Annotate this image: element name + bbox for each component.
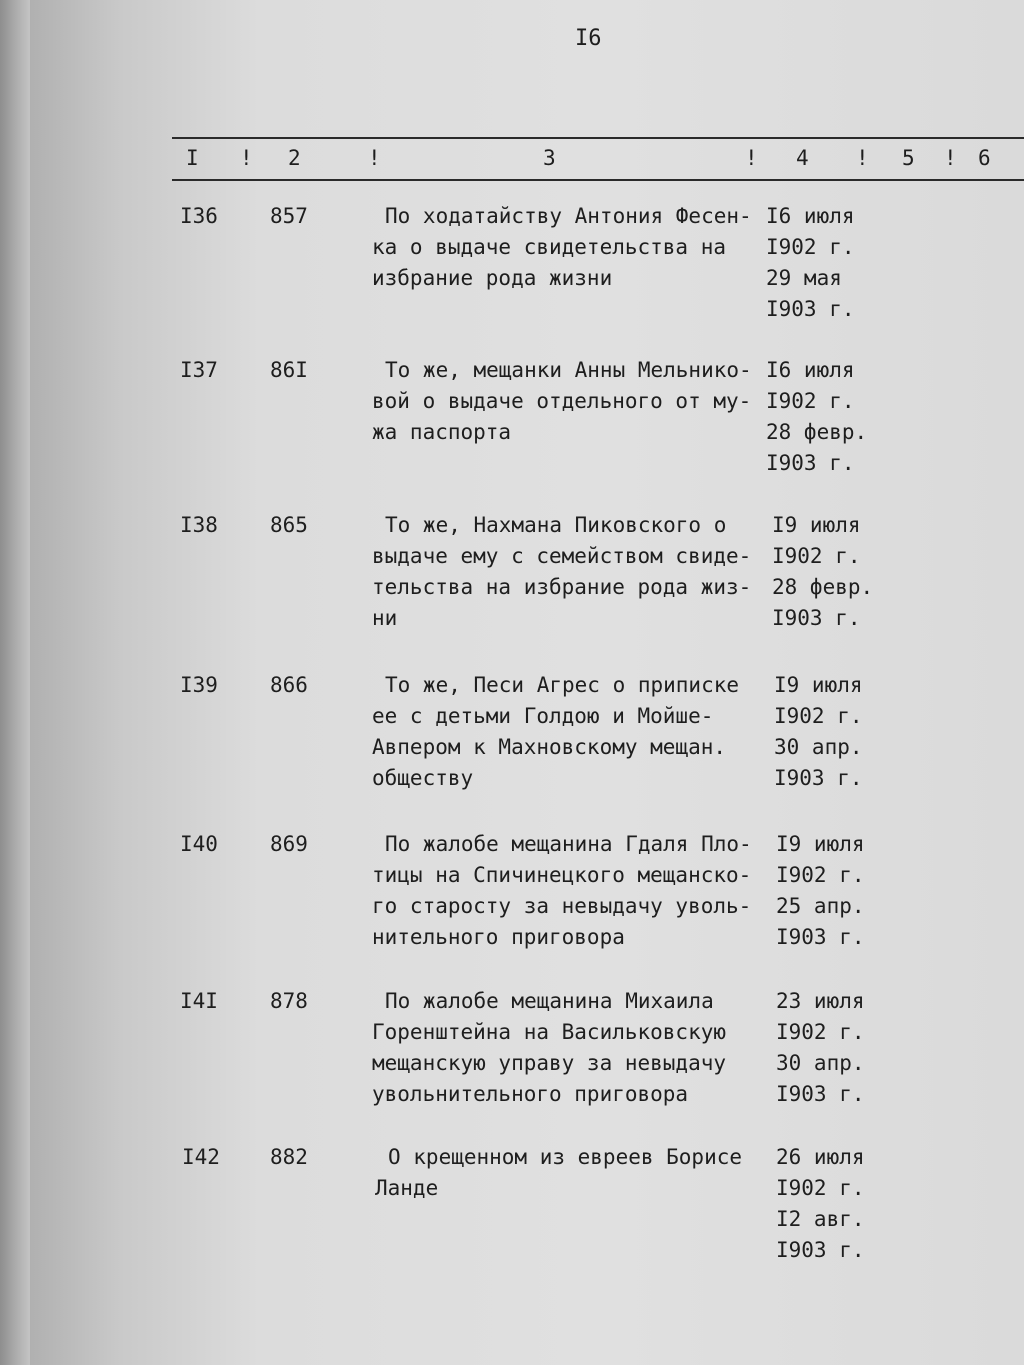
entry-dates [776,829,865,953]
entry-reference: 866 [270,673,308,697]
description-line: По жалобе мещанина Михаила [385,989,714,1013]
column-header-3: 3 [543,146,556,170]
entry-number: I40 [180,832,218,856]
entry-description [372,829,752,953]
entry-description [375,1142,743,1204]
entry-number: I38 [180,513,218,537]
date-line: I903 г. [774,766,863,790]
date-line: I903 г. [776,1238,865,1262]
entry-dates [772,510,873,634]
entry-number: I4I [180,989,218,1013]
entry-number: I39 [180,673,218,697]
date-line: 28 февр. [772,575,874,599]
date-line: I6 июля [766,204,855,228]
entry-dates [776,986,865,1110]
description-line: тицы на Спичинецкого мещанско- [372,863,752,887]
date-line: I902 г. [776,1020,865,1044]
description-line: ка о выдаче свидетельства на [372,235,727,259]
entry-dates [774,670,863,794]
date-line: 30 апр. [776,1051,865,1075]
entry-number: I42 [182,1145,220,1169]
date-line: 26 июля [776,1145,865,1169]
entry-number: I36 [180,204,218,228]
description-line: То же, Нахмана Пиковского о [385,513,727,537]
date-line: 28 февр. [766,420,868,444]
description-line: жа паспорта [372,420,512,444]
column-separator: ! [856,146,869,170]
entry-dates [776,1142,865,1266]
date-line: I9 июля [774,673,863,697]
page-stack-edge [0,0,30,1365]
description-line: тельства на избрание рода жиз- [372,575,752,599]
date-line: I6 июля [766,358,855,382]
description-line: О крещенном из евреев Борисе [388,1145,743,1169]
description-line: го старосту за невыдачу уволь- [372,894,752,918]
description-line: То же, Песи Агрес о приписке [385,673,740,697]
description-line: То же, мещанки Анны Мельнико- [385,358,752,382]
column-separator: ! [944,146,957,170]
description-line: выдаче ему с семейством свиде- [372,544,752,568]
date-line: I902 г. [774,704,863,728]
date-line: I903 г. [776,1082,865,1106]
entry-dates [766,355,867,479]
entry-description [372,986,727,1110]
entry-dates [766,201,855,325]
entry-description [372,355,752,448]
date-line: I903 г. [776,925,865,949]
description-line: По жалобе мещанина Гдаля Пло- [385,832,752,856]
column-separator: ! [368,146,381,170]
column-header-6: 6 [978,146,991,170]
column-separator: ! [745,146,758,170]
entry-reference: 878 [270,989,308,1013]
date-line: 25 апр. [776,894,865,918]
date-line: 23 июля [776,989,865,1013]
date-line: I9 июля [772,513,861,537]
date-line: I902 г. [776,863,865,887]
column-separator: ! [240,146,253,170]
description-line: ни [372,606,398,630]
entry-reference: 86I [270,358,308,382]
entry-description [372,201,752,294]
description-line: Горенштейна на Васильковскую [372,1020,727,1044]
date-line: I903 г. [766,297,855,321]
description-line: обществу [372,766,474,790]
entry-reference: 857 [270,204,308,228]
description-line: увольнительного приговора [372,1082,689,1106]
table-header-rule [172,179,1024,181]
description-line: Авпером к Махновскому мещан. [372,735,727,759]
date-line: I902 г. [766,389,855,413]
table-top-rule [172,137,1024,139]
column-header-2: 2 [288,146,301,170]
entry-number: I37 [180,358,218,382]
column-header-1: I [186,146,199,170]
entry-reference: 865 [270,513,308,537]
date-line: I903 г. [766,451,855,475]
description-line: Ланде [375,1176,439,1200]
page-number: I6 [575,26,602,51]
entry-reference: 869 [270,832,308,856]
date-line: I902 г. [772,544,861,568]
description-line: вой о выдаче отдельного от му- [372,389,752,413]
entry-description [372,510,752,634]
description-line: мещанскую управу за невыдачу [372,1051,727,1075]
entry-description [372,670,740,794]
date-line: I2 авг. [776,1207,865,1231]
date-line: I902 г. [766,235,855,259]
date-line: I902 г. [776,1176,865,1200]
date-line: I9 июля [776,832,865,856]
column-header-4: 4 [796,146,809,170]
description-line: избрание рода жизни [372,266,613,290]
description-line: По ходатайству Антония Фесен- [385,204,752,228]
description-line: ее с детьми Голдою и Мойше- [372,704,714,728]
date-line: I903 г. [772,606,861,630]
date-line: 30 апр. [774,735,863,759]
description-line: нительного приговора [372,925,625,949]
column-header-5: 5 [902,146,915,170]
entry-reference: 882 [270,1145,308,1169]
date-line: 29 мая [766,266,842,290]
